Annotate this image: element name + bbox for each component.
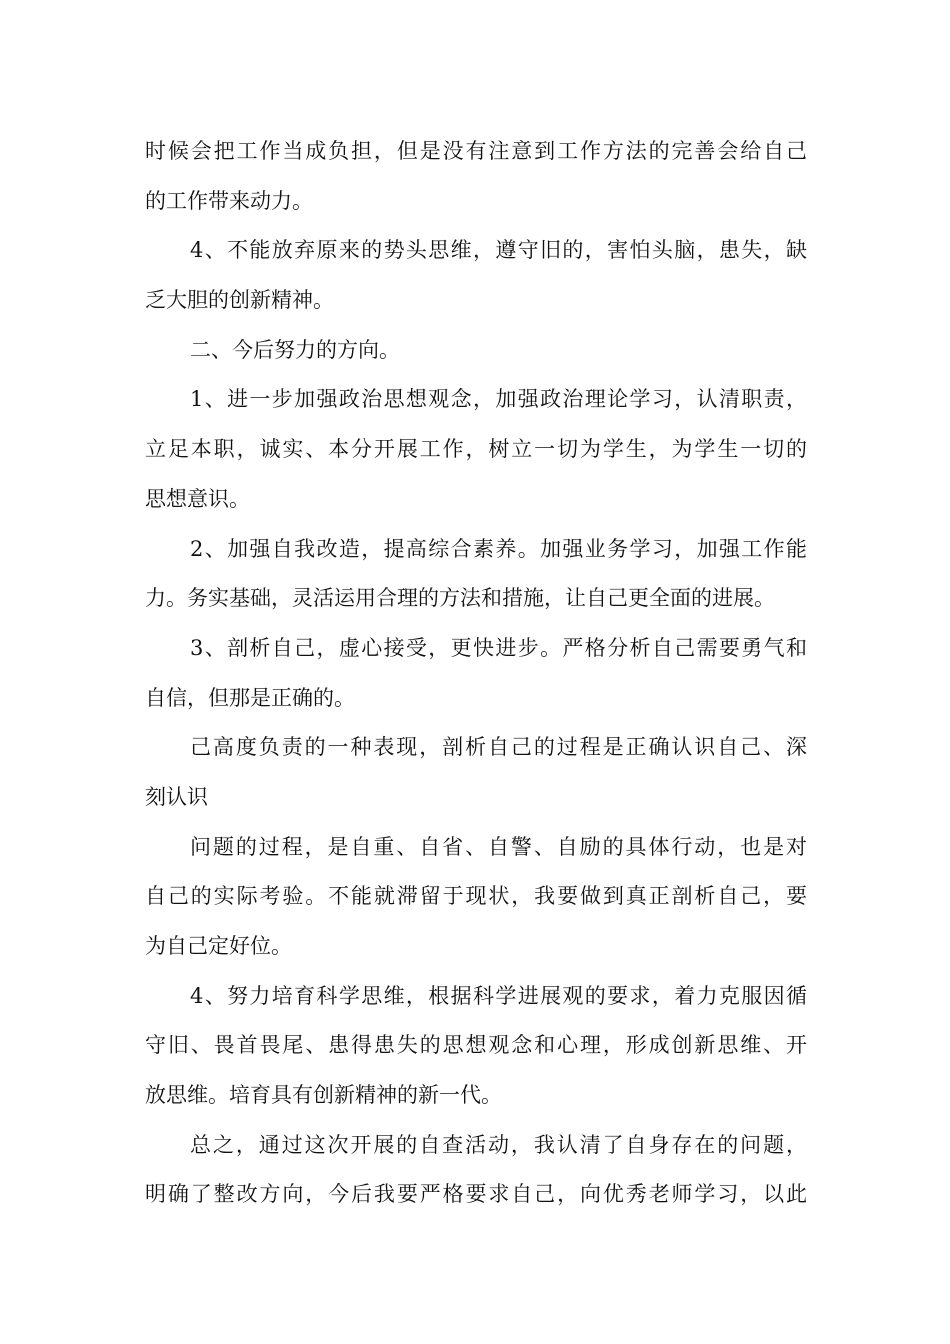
text-line: 总之，通过这次开展的自查活动，我认清了自身存在的问题，	[190, 1132, 807, 1157]
text-line: 乏大胆的创新精神。	[145, 288, 334, 313]
text-line: 问题的过程，是自重、自省、自警、自励的具体行动，也是对	[190, 834, 807, 859]
text-line: 明确了整改方向，今后我要严格要求自己，向优秀老师学习，以此	[145, 1182, 807, 1207]
text-line: 己高度负责的一种表现，剖析自己的过程是正确认识自己、深	[190, 735, 807, 760]
text-line: 2、加强自我改造，提高综合素养。加强业务学习，加强工作能	[190, 536, 807, 561]
text-line: 守旧、畏首畏尾、患得患失的思想观念和心理，形成创新思维、开	[145, 1033, 807, 1058]
text-line: 自信，但那是正确的。	[145, 685, 355, 710]
text-line: 自己的实际考验。不能就滞留于现状，我要做到真正剖析自己，要	[145, 884, 807, 909]
text-line: 刻认识	[145, 784, 208, 809]
body-text	[145, 127, 807, 1220]
text-line: 4、努力培育科学思维，根据科学进展观的要求，着力克服因循	[190, 983, 807, 1008]
text-line: 4、不能放弃原来的势头思维，遵守旧的，害怕头脑，患失，缺	[190, 238, 807, 263]
text-line: 立足本职，诚实、本分开展工作，树立一切为学生，为学生一切的	[145, 437, 807, 462]
text-line: 3、剖析自己，虚心接受，更快进步。严格分析自己需要勇气和	[190, 635, 807, 660]
text-line: 的工作带来动力。	[145, 188, 313, 213]
text-line: 1、进一步加强政治思想观念，加强政治理论学习，认清职责，	[190, 387, 807, 412]
text-line: 为自己定好位。	[145, 934, 292, 958]
text-line: 力。务实基础，灵活运用合理的方法和措施，让自己更全面的进展。	[145, 586, 775, 611]
text-line: 放思维。培育具有创新精神的新一代。	[145, 1083, 502, 1108]
section-heading: 二、今后努力的方向。	[190, 337, 400, 362]
text-line: 时候会把工作当成负担，但是没有注意到工作方法的完善会给自己	[145, 139, 807, 163]
text-line: 思想意识。	[145, 486, 250, 511]
